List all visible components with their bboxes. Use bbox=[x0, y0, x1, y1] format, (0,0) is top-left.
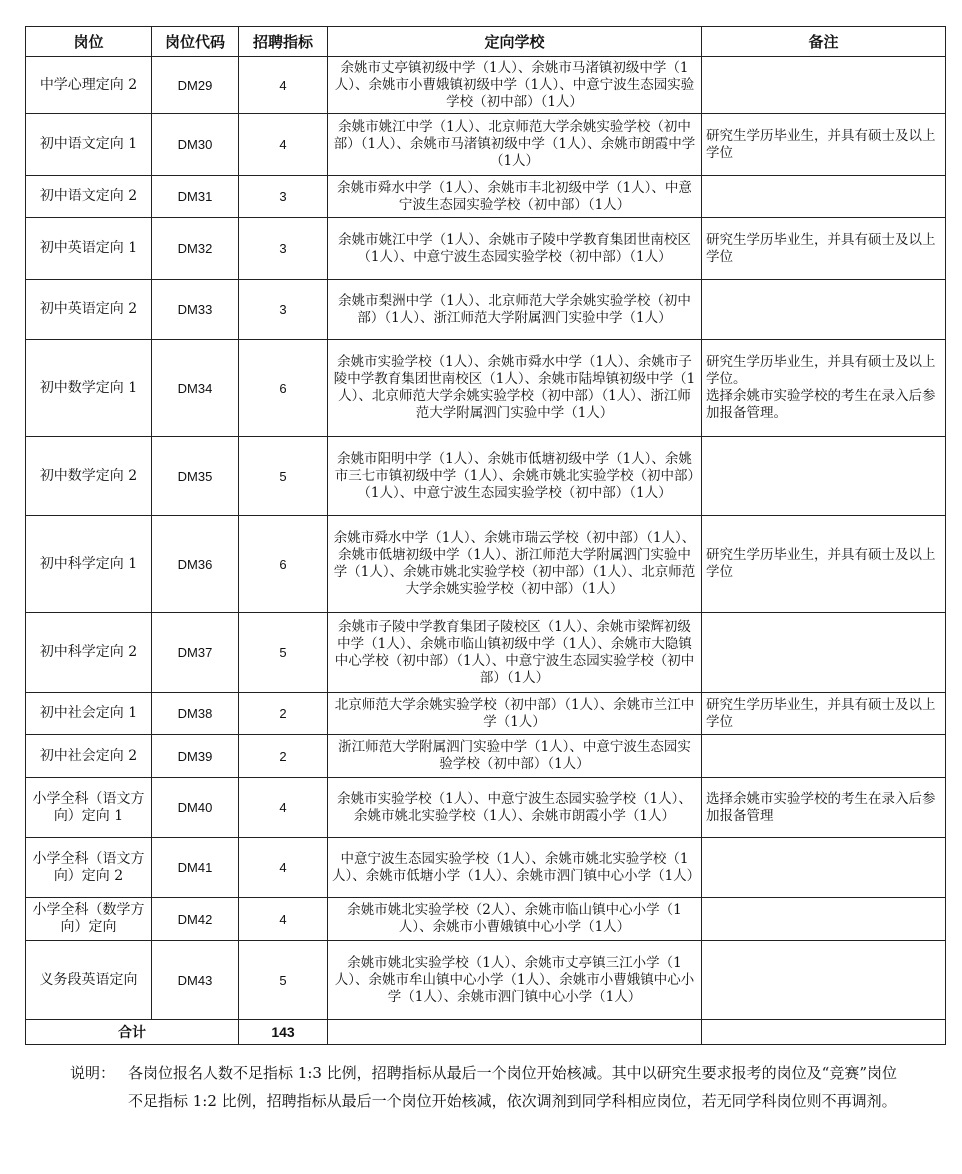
code-cell: DM43 bbox=[152, 941, 239, 1020]
code-cell: DM33 bbox=[152, 280, 239, 340]
schools-cell: 余姚市实验学校（1人）、余姚市舜水中学（1人）、余姚市子陵中学教育集团世南校区（1人）、余姚市陆埠镇初级中学（1人）、北京师范大学余姚实验学校（初中部）（1人）、浙江师范大学附属泗门实验中学（1人） bbox=[328, 340, 702, 437]
remark-cell: 研究生学历毕业生，并具有硕士及以上学位 bbox=[702, 114, 946, 176]
quota-cell: 4 bbox=[239, 778, 328, 838]
table-row bbox=[26, 941, 946, 1020]
code-cell: DM42 bbox=[152, 898, 239, 941]
code-cell: DM40 bbox=[152, 778, 239, 838]
schools-cell: 余姚市丈亭镇初级中学（1人）、余姚市马渚镇初级中学（1人）、余姚市小曹娥镇初级中学（1人）、中意宁波生态园实验学校（初中部）（1人） bbox=[328, 57, 702, 114]
quota-cell: 5 bbox=[239, 613, 328, 693]
table-row bbox=[26, 218, 946, 280]
post-cell: 初中英语定向 2 bbox=[26, 280, 152, 340]
post-cell: 初中英语定向 1 bbox=[26, 218, 152, 280]
post-cell: 初中科学定向 1 bbox=[26, 516, 152, 613]
code-cell: DM35 bbox=[152, 437, 239, 516]
table-row bbox=[26, 838, 946, 898]
remark-cell bbox=[702, 613, 946, 693]
total-row bbox=[26, 1020, 946, 1045]
schools-cell: 余姚市子陵中学教育集团子陵校区（1人）、余姚市梁辉初级中学（1人）、余姚市临山镇初级中学（1人）、余姚市大隐镇中心学校（初中部）（1人）、中意宁波生态园实验学校（初中部）（1人） bbox=[328, 613, 702, 693]
code-cell: DM37 bbox=[152, 613, 239, 693]
remark-cell: 研究生学历毕业生，并具有硕士及以上学位 bbox=[702, 218, 946, 280]
total-schools-cell bbox=[328, 1020, 702, 1045]
schools-cell: 余姚市姚北实验学校（2人）、余姚市临山镇中心小学（1人）、余姚市小曹娥镇中心小学（1人） bbox=[328, 898, 702, 941]
quota-cell: 3 bbox=[239, 176, 328, 218]
post-cell: 初中数学定向 2 bbox=[26, 437, 152, 516]
schools-cell: 余姚市姚江中学（1人）、余姚市子陵中学教育集团世南校区（1人）、中意宁波生态园实验学校（初中部）（1人） bbox=[328, 218, 702, 280]
post-cell: 小学全科（数学方向）定向 bbox=[26, 898, 152, 941]
quota-cell: 3 bbox=[239, 280, 328, 340]
schools-cell: 余姚市实验学校（1人）、中意宁波生态园实验学校（1人）、余姚市姚北实验学校（1人）、余姚市朗霞小学（1人） bbox=[328, 778, 702, 838]
table-row bbox=[26, 437, 946, 516]
table-row bbox=[26, 735, 946, 778]
schools-cell: 余姚市姚江中学（1人）、北京师范大学余姚实验学校（初中部）（1人）、余姚市马渚镇初级中学（1人）、余姚市朗霞中学（1人） bbox=[328, 114, 702, 176]
header-code: 岗位代码 bbox=[152, 27, 239, 57]
quota-cell: 5 bbox=[239, 941, 328, 1020]
code-cell: DM29 bbox=[152, 57, 239, 114]
table-row bbox=[26, 176, 946, 218]
code-cell: DM31 bbox=[152, 176, 239, 218]
quota-cell: 6 bbox=[239, 340, 328, 437]
quota-cell: 4 bbox=[239, 898, 328, 941]
post-cell: 初中语文定向 2 bbox=[26, 176, 152, 218]
post-cell: 初中社会定向 1 bbox=[26, 693, 152, 735]
footnote-text: 各岗位报名人数不足指标 1:3 比例，招聘指标从最后一个岗位开始核减。其中以研究生要求报考的岗位及“竞赛”岗位不足指标 1:2 比例，招聘指标从最后一个岗位开始核减，依次调剂到同学科相应岗位，若无同学科岗位则不再调剂。 bbox=[128, 1064, 898, 1110]
schools-cell: 北京师范大学余姚实验学校（初中部）（1人）、余姚市兰江中学（1人） bbox=[328, 693, 702, 735]
quota-cell: 4 bbox=[239, 114, 328, 176]
post-cell: 义务段英语定向 bbox=[26, 941, 152, 1020]
schools-cell: 余姚市舜水中学（1人）、余姚市瑞云学校（初中部）（1人）、余姚市低塘初级中学（1人）、浙江师范大学附属泗门实验中学（1人）、余姚市姚北实验学校（初中部）（1人）、北京师范大学余姚实验学校（初中部）（1人） bbox=[328, 516, 702, 613]
table-row bbox=[26, 613, 946, 693]
schools-cell: 余姚市舜水中学（1人）、余姚市丰北初级中学（1人）、中意宁波生态园实验学校（初中部）（1人） bbox=[328, 176, 702, 218]
post-cell: 初中科学定向 2 bbox=[26, 613, 152, 693]
post-cell: 初中数学定向 1 bbox=[26, 340, 152, 437]
quota-cell: 3 bbox=[239, 218, 328, 280]
table-row bbox=[26, 280, 946, 340]
code-cell: DM39 bbox=[152, 735, 239, 778]
remark-cell bbox=[702, 735, 946, 778]
table-header-row bbox=[26, 27, 946, 57]
remark-cell bbox=[702, 280, 946, 340]
remark-cell bbox=[702, 176, 946, 218]
schools-cell: 余姚市姚北实验学校（1人）、余姚市丈亭镇三江小学（1人）、余姚市牟山镇中心小学（1人）、余姚市小曹娥镇中心小学（1人）、余姚市泗门镇中心小学（1人） bbox=[328, 941, 702, 1020]
schools-cell: 中意宁波生态园实验学校（1人）、余姚市姚北实验学校（1人）、余姚市低塘小学（1人）、余姚市泗门镇中心小学（1人） bbox=[328, 838, 702, 898]
footnote bbox=[70, 1059, 910, 1115]
quota-cell: 4 bbox=[239, 838, 328, 898]
table-row bbox=[26, 693, 946, 735]
quota-cell: 6 bbox=[239, 516, 328, 613]
footnote-prefix: 说明： bbox=[70, 1064, 116, 1082]
table-row bbox=[26, 57, 946, 114]
post-cell: 初中语文定向 1 bbox=[26, 114, 152, 176]
code-cell: DM30 bbox=[152, 114, 239, 176]
remark-cell: 研究生学历毕业生，并具有硕士及以上学位 bbox=[702, 693, 946, 735]
post-cell: 中学心理定向 2 bbox=[26, 57, 152, 114]
total-remark-cell bbox=[702, 1020, 946, 1045]
code-cell: DM38 bbox=[152, 693, 239, 735]
table-row bbox=[26, 114, 946, 176]
header-quota: 招聘指标 bbox=[239, 27, 328, 57]
code-cell: DM34 bbox=[152, 340, 239, 437]
quota-cell: 4 bbox=[239, 57, 328, 114]
table-row bbox=[26, 778, 946, 838]
schools-cell: 余姚市阳明中学（1人）、余姚市低塘初级中学（1人）、余姚市三七市镇初级中学（1人）、余姚市姚北实验学校（初中部）（1人）、中意宁波生态园实验学校（初中部）（1人） bbox=[328, 437, 702, 516]
header-schools: 定向学校 bbox=[328, 27, 702, 57]
quota-cell: 5 bbox=[239, 437, 328, 516]
code-cell: DM32 bbox=[152, 218, 239, 280]
remark-cell bbox=[702, 941, 946, 1020]
remark-cell bbox=[702, 437, 946, 516]
remark-cell bbox=[702, 57, 946, 114]
table-row bbox=[26, 340, 946, 437]
post-cell: 小学全科（语文方向）定向 1 bbox=[26, 778, 152, 838]
remark-cell: 研究生学历毕业生，并具有硕士及以上学位。 选择余姚市实验学校的考生在录入后参加报备管理。 bbox=[702, 340, 946, 437]
post-cell: 小学全科（语文方向）定向 2 bbox=[26, 838, 152, 898]
schools-cell: 余姚市梨洲中学（1人）、北京师范大学余姚实验学校（初中部）（1人）、浙江师范大学附属泗门实验中学（1人） bbox=[328, 280, 702, 340]
post-cell: 初中社会定向 2 bbox=[26, 735, 152, 778]
remark-cell: 选择余姚市实验学校的考生在录入后参加报备管理 bbox=[702, 778, 946, 838]
remark-cell bbox=[702, 838, 946, 898]
header-remark: 备注 bbox=[702, 27, 946, 57]
header-post: 岗位 bbox=[26, 27, 152, 57]
quota-cell: 2 bbox=[239, 693, 328, 735]
code-cell: DM41 bbox=[152, 838, 239, 898]
table-row bbox=[26, 898, 946, 941]
total-label: 合计 bbox=[26, 1020, 239, 1045]
quota-cell: 2 bbox=[239, 735, 328, 778]
remark-cell bbox=[702, 898, 946, 941]
code-cell: DM36 bbox=[152, 516, 239, 613]
recruitment-table bbox=[25, 26, 946, 1045]
table-row bbox=[26, 516, 946, 613]
total-value: 143 bbox=[239, 1020, 328, 1045]
schools-cell: 浙江师范大学附属泗门实验中学（1人）、中意宁波生态园实验学校（初中部）（1人） bbox=[328, 735, 702, 778]
remark-cell: 研究生学历毕业生，并具有硕士及以上学位 bbox=[702, 516, 946, 613]
